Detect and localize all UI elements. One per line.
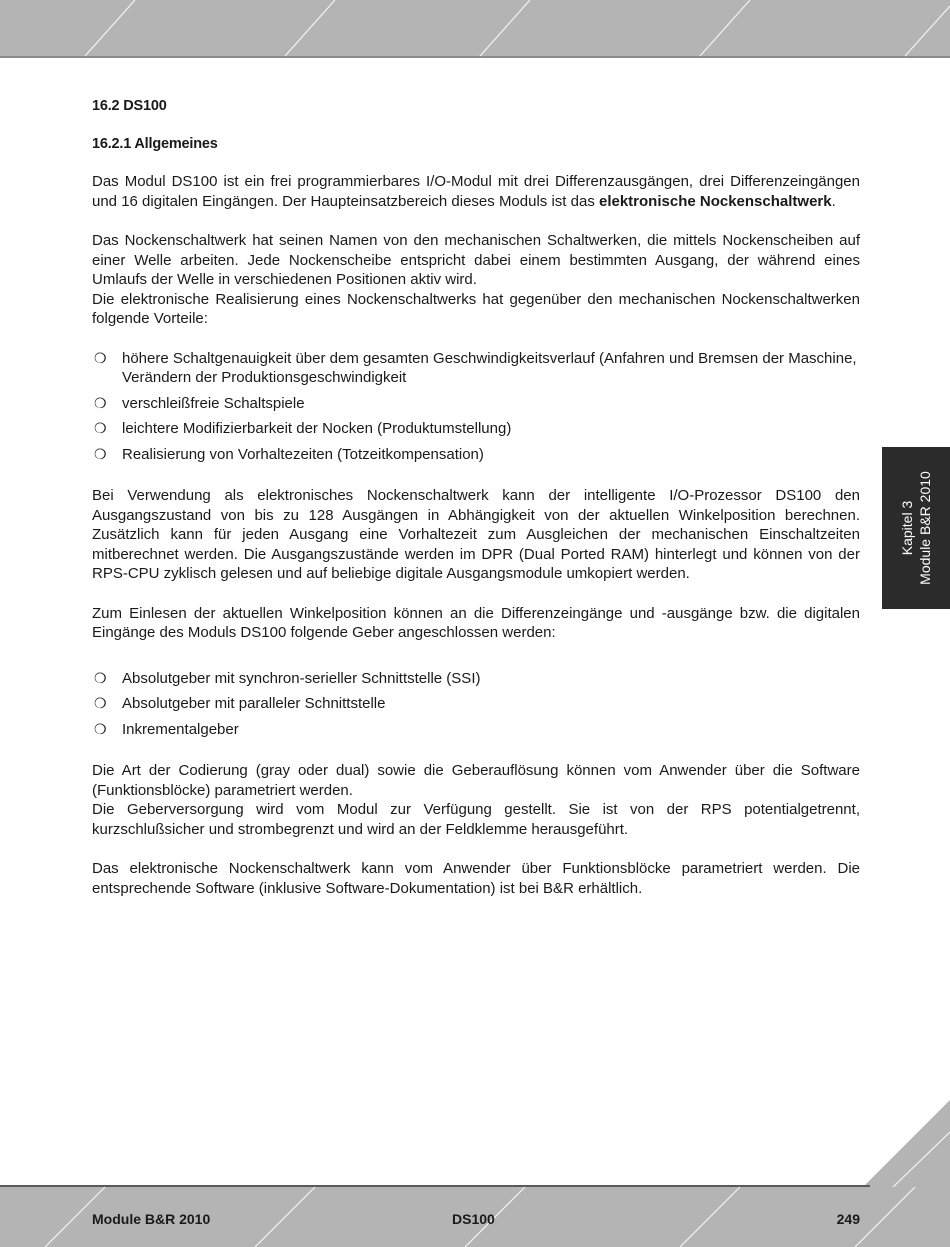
subsection-title: 16.2.1 Allgemeines	[92, 136, 218, 152]
cam-paragraph-2: Die elektronische Realisierung eines Nockenschaltwerks hat gegenüber den mechanischen Nockenschaltwerken folgende Vorteile:	[92, 290, 860, 327]
corner-decoration	[850, 1100, 950, 1190]
coding-paragraph-1: Die Art der Codierung (gray oder dual) sowie die Geberauflösung können vom Anwender über die Software (Funktionsblöcke) parametriert werden.	[92, 762, 860, 799]
header-band	[0, 0, 950, 58]
intro-bold-term: elektronische Nockenschaltwerk	[598, 192, 832, 210]
intro-paragraph	[92, 172, 860, 211]
bullet-circle-icon: ❍	[94, 669, 107, 686]
section-title: 16.2 DS100	[92, 98, 167, 114]
bullet-circle-icon: ❍	[94, 394, 107, 411]
coding-paragraph-2: Die Geberversorgung wird vom Modul zur Verfügung gestellt. Sie ist von der RPS potentialgetrennt, kurzschlußsicher und strombegrenzt und wird an der Feldklemme herausgeführt.	[92, 801, 860, 838]
list-item-text: leichtere Modifizierbarkeit der Nocken (Produktumstellung)	[122, 420, 512, 437]
list-item	[94, 669, 860, 689]
footer-document-title: Module B&R 2010	[92, 1211, 211, 1227]
page-number: 249	[836, 1211, 860, 1227]
footer-module-name: DS100	[452, 1211, 495, 1227]
encoders-list	[92, 669, 860, 740]
chapter-subtitle: Module B&R 2010	[917, 471, 933, 585]
list-item-text: Realisierung von Vorhaltezeiten (Totzeitkompensation)	[122, 445, 484, 463]
advantages-list	[92, 349, 860, 465]
bullet-circle-icon: ❍	[94, 349, 107, 366]
bullet-circle-icon: ❍	[94, 420, 107, 436]
list-item-text: Inkrementalgeber	[122, 720, 239, 738]
list-item-text: Absolutgeber mit synchron-serieller Schnittstelle (SSI)	[122, 669, 481, 687]
intro-text: Das Modul DS100 ist ein frei programmierbares I/O-Modul mit drei Differenzausgängen, drei Differenzeingängen und 16 digitalen Eingängen. Der Haupteinsatzbereich dieses Moduls ist das	[92, 173, 860, 210]
list-item	[94, 349, 860, 388]
bullet-circle-icon: ❍	[94, 720, 107, 737]
intro-end: .	[831, 192, 836, 210]
final-paragraph: Das elektronische Nockenschaltwerk kann vom Anwender über Funktionsblöcke parametriert werden. Die entsprechende Software (inklusive Software-Dokumentation) ist bei B&R erhältlich.	[92, 860, 860, 897]
list-item	[94, 419, 860, 439]
bullet-circle-icon: ❍	[94, 695, 107, 711]
list-item	[94, 394, 860, 414]
bullet-circle-icon: ❍	[94, 445, 107, 462]
list-item	[94, 445, 860, 465]
encoders-paragraph: Zum Einlesen der aktuellen Winkelposition können an die Differenzeingänge und -ausgänge bzw. die digitalen Eingänge des Moduls DS100 folgende Geber angeschlossen werden:	[92, 604, 860, 641]
list-item	[94, 720, 860, 740]
list-item	[94, 694, 860, 714]
usage-paragraph: Bei Verwendung als elektronisches Nockenschaltwerk kann der intelligente I/O-Prozessor DS100 den Ausgangszustand von bis zu 128 Ausgängen in Abhängigkeit von der aktuellen Winkelposition berechnen. Zusätzlich kann für jeden Ausgang eine Vorhaltezeit zum Ausgleichen der mechanischen Einschaltzeiten mitberechnet werden. Die Ausgangszustände werden im DPR (Dual Ported RAM) hinterlegt und können von der RPS-CPU zyklisch gelesen und auf beliebige digitale Ausgangsmodule umkopiert werden.	[92, 487, 860, 582]
main-content	[92, 98, 860, 918]
page-footer	[92, 1211, 860, 1231]
chapter-label: Kapitel 3	[899, 500, 915, 556]
list-item-text: höhere Schaltgenauigkeit über dem gesamten Geschwindigkeitsverlauf (Anfahren und Bremsen der Maschine, Verändern der Produktionsgeschwindigkeit	[122, 349, 857, 386]
list-item-text: Absolutgeber mit paralleler Schnittstelle	[122, 695, 386, 712]
chapter-tab	[882, 447, 950, 609]
cam-paragraph-1: Das Nockenschaltwerk hat seinen Namen von den mechanischen Schaltwerken, die mittels Nockenscheiben auf einer Welle arbeiten. Jede Nockenscheibe entspricht dabei einem bestimmten Ausgang, der während eines Umlaufs der Welle in verschiedenen Positionen aktiv wird.	[92, 232, 860, 288]
list-item-text: verschleißfreie Schaltspiele	[122, 394, 305, 412]
